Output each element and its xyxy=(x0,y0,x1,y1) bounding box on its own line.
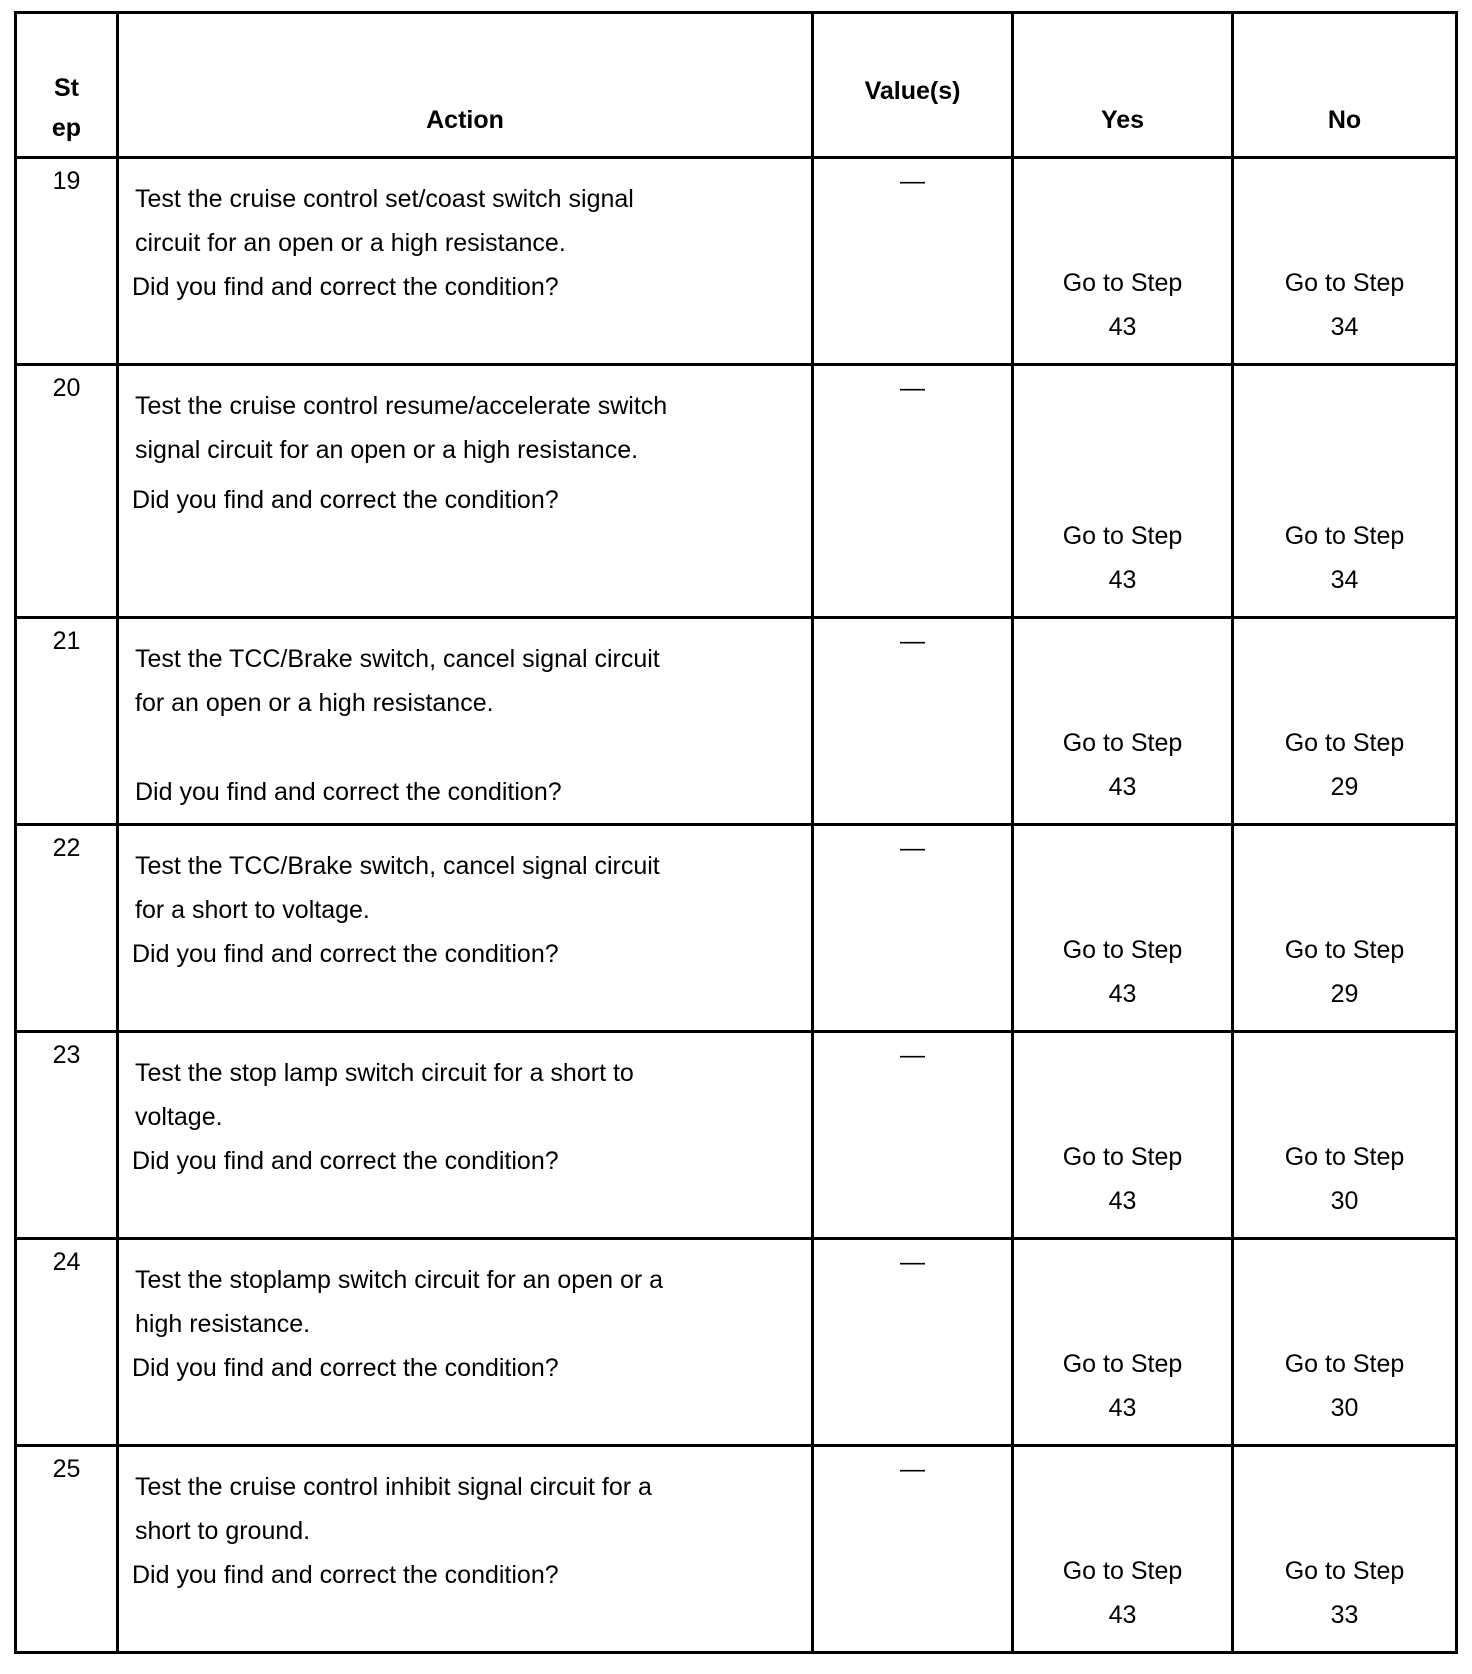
header-yes-label: Yes xyxy=(1100,106,1145,134)
no-cell xyxy=(1233,1239,1457,1446)
no-cell xyxy=(1233,1032,1457,1239)
value-dash: — xyxy=(900,834,925,862)
no-cell xyxy=(1233,1446,1457,1653)
no-cell xyxy=(1233,365,1457,618)
action-question: Did you find and correct the condition? xyxy=(132,1561,559,1589)
action-question: Did you find and correct the condition? xyxy=(135,778,562,806)
yes-cell-step: 43 xyxy=(1108,773,1137,801)
value-cell xyxy=(813,618,1013,825)
no-cell-label: Go to Step xyxy=(1284,936,1405,964)
yes-cell xyxy=(1013,825,1233,1032)
action-text-line: for an open or a high resistance. xyxy=(135,689,494,717)
header-no-label: No xyxy=(1327,106,1362,134)
action-text-line: high resistance. xyxy=(135,1310,311,1338)
yes-cell-label: Go to Step xyxy=(1062,1557,1183,1585)
no-cell xyxy=(1233,825,1457,1032)
action-text-line: Test the TCC/Brake switch, cancel signal circuit xyxy=(135,852,660,880)
yes-cell-label: Go to Step xyxy=(1062,729,1183,757)
step-number: 21 xyxy=(16,618,118,825)
yes-cell-label: Go to Step xyxy=(1062,1143,1183,1171)
value-cell xyxy=(813,1446,1013,1653)
yes-cell xyxy=(1013,1446,1233,1653)
header-row xyxy=(16,13,1457,158)
action-cell xyxy=(118,158,813,365)
step-number: 19 xyxy=(16,158,118,365)
yes-cell-label: Go to Step xyxy=(1062,269,1183,297)
action-cell xyxy=(118,618,813,825)
table-row xyxy=(16,365,1457,618)
action-question: Did you find and correct the condition? xyxy=(132,486,559,514)
no-cell xyxy=(1233,158,1457,365)
header-action xyxy=(118,13,813,158)
step-number: 24 xyxy=(16,1239,118,1446)
yes-cell-step: 43 xyxy=(1108,566,1137,594)
no-cell-label: Go to Step xyxy=(1284,1557,1405,1585)
no-cell-label: Go to Step xyxy=(1284,269,1405,297)
step-number: 25 xyxy=(16,1446,118,1653)
no-cell-step: 29 xyxy=(1330,980,1359,1008)
yes-cell-step: 43 xyxy=(1108,980,1137,1008)
yes-cell-step: 43 xyxy=(1108,313,1137,341)
header-no xyxy=(1233,13,1457,158)
header-yes xyxy=(1013,13,1233,158)
no-cell-step: 30 xyxy=(1330,1187,1359,1215)
no-cell-step: 30 xyxy=(1330,1394,1359,1422)
yes-cell-step: 43 xyxy=(1108,1601,1137,1629)
action-question: Did you find and correct the condition? xyxy=(132,1147,559,1175)
header-step xyxy=(16,13,118,158)
action-text-line: for a short to voltage. xyxy=(135,896,370,924)
yes-cell xyxy=(1013,158,1233,365)
value-cell xyxy=(813,1239,1013,1446)
action-text-line: signal circuit for an open or a high resistance. xyxy=(135,436,639,464)
value-dash: — xyxy=(900,374,925,402)
no-cell-step: 29 xyxy=(1330,773,1359,801)
action-cell xyxy=(118,365,813,618)
value-dash: — xyxy=(900,1041,925,1069)
no-cell-step: 34 xyxy=(1330,566,1359,594)
yes-cell xyxy=(1013,1032,1233,1239)
step-number: 20 xyxy=(16,365,118,618)
diagnostic-table xyxy=(14,11,1458,1654)
table-row xyxy=(16,618,1457,825)
yes-cell-label: Go to Step xyxy=(1062,1350,1183,1378)
yes-cell xyxy=(1013,365,1233,618)
yes-cell xyxy=(1013,618,1233,825)
value-cell xyxy=(813,1032,1013,1239)
action-text-line: Test the stop lamp switch circuit for a short to xyxy=(135,1059,634,1087)
no-cell-label: Go to Step xyxy=(1284,522,1405,550)
table-row xyxy=(16,1446,1457,1653)
no-cell xyxy=(1233,618,1457,825)
no-cell-label: Go to Step xyxy=(1284,729,1405,757)
yes-cell xyxy=(1013,1239,1233,1446)
value-cell xyxy=(813,825,1013,1032)
yes-cell-label: Go to Step xyxy=(1062,522,1183,550)
table-row xyxy=(16,1032,1457,1239)
table-row xyxy=(16,158,1457,365)
action-cell xyxy=(118,1239,813,1446)
table-row xyxy=(16,1239,1457,1446)
action-text-line: short to ground. xyxy=(135,1517,311,1545)
value-dash: — xyxy=(900,1248,925,1276)
header-values-label: Value(s) xyxy=(864,77,961,105)
table-row xyxy=(16,825,1457,1032)
action-cell xyxy=(118,1032,813,1239)
action-text-line: voltage. xyxy=(135,1103,223,1131)
header-step-line2: ep xyxy=(51,114,82,142)
action-question: Did you find and correct the condition? xyxy=(132,940,559,968)
yes-cell-step: 43 xyxy=(1108,1394,1137,1422)
action-cell xyxy=(118,1446,813,1653)
value-dash: — xyxy=(900,167,925,195)
header-step-line1: St xyxy=(54,74,79,102)
no-cell-step: 34 xyxy=(1330,313,1359,341)
value-cell xyxy=(813,158,1013,365)
action-text-line: Test the cruise control resume/accelerate switch xyxy=(135,392,668,420)
action-question: Did you find and correct the condition? xyxy=(132,1354,559,1382)
action-text-line: Test the TCC/Brake switch, cancel signal circuit xyxy=(135,645,660,673)
no-cell-label: Go to Step xyxy=(1284,1143,1405,1171)
yes-cell-step: 43 xyxy=(1108,1187,1137,1215)
action-text-line: Test the cruise control set/coast switch signal xyxy=(135,185,634,213)
header-action-label: Action xyxy=(426,106,504,134)
yes-cell-label: Go to Step xyxy=(1062,936,1183,964)
action-text-line: circuit for an open or a high resistance. xyxy=(135,229,566,257)
action-text-line: Test the cruise control inhibit signal circuit for a xyxy=(135,1473,652,1501)
action-text-line: Test the stoplamp switch circuit for an open or a xyxy=(135,1266,664,1294)
no-cell-step: 33 xyxy=(1330,1601,1359,1629)
value-cell xyxy=(813,365,1013,618)
step-number: 22 xyxy=(16,825,118,1032)
step-number: 23 xyxy=(16,1032,118,1239)
action-question: Did you find and correct the condition? xyxy=(132,273,559,301)
header-values xyxy=(813,13,1013,158)
value-dash: — xyxy=(900,627,925,655)
value-dash: — xyxy=(900,1455,925,1483)
no-cell-label: Go to Step xyxy=(1284,1350,1405,1378)
action-cell xyxy=(118,825,813,1032)
